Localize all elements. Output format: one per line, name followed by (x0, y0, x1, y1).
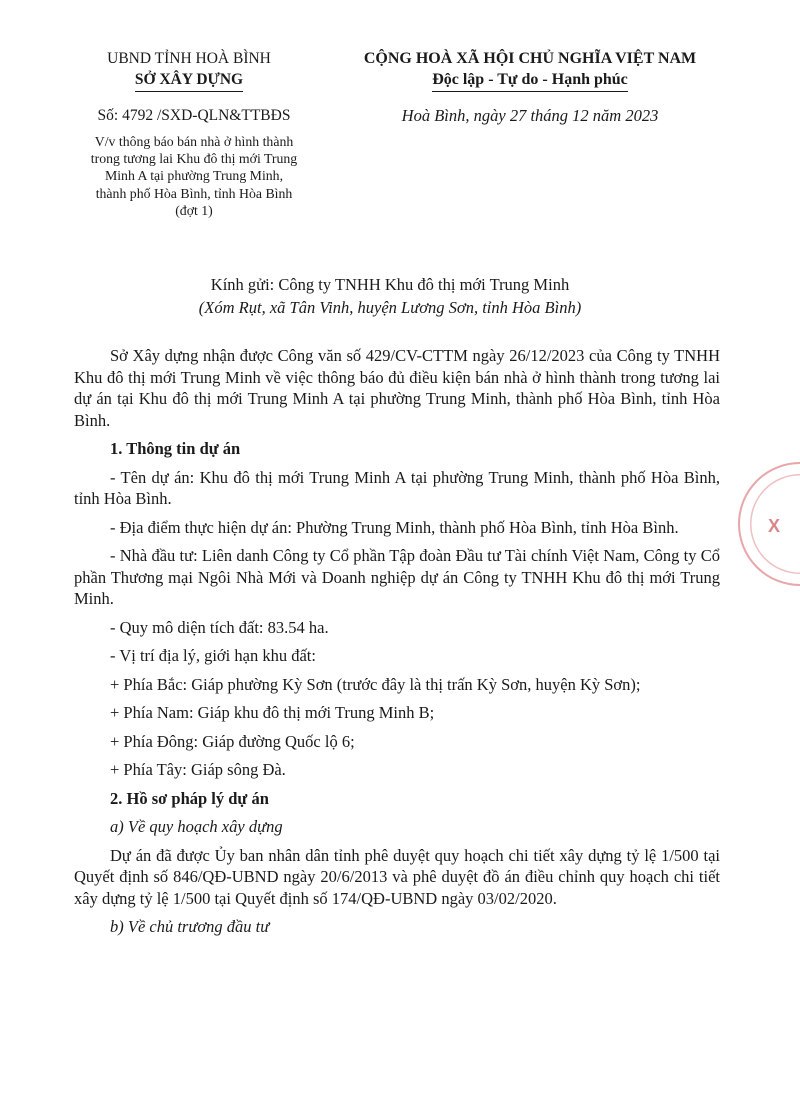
body-paragraph: - Tên dự án: Khu đô thị mới Trung Minh A tại phường Trung Minh, thành phố Hòa Bình, tỉnh Hòa Bình. (74, 467, 720, 508)
body-paragraph: + Phía Tây: Giáp sông Đà. (110, 760, 286, 779)
document-body (74, 345, 720, 945)
nation-title: CỘNG HOÀ XÃ HỘI CHỦ NGHĨA VIỆT NAM (363, 50, 697, 67)
stamp-mark: X (768, 516, 781, 536)
subject-line: thành phố Hòa Bình, tỉnh Hòa Bình (95, 185, 293, 201)
body-paragraph: - Nhà đầu tư: Liên danh Công ty Cổ phần Tập đoàn Đầu tư Tài chính Việt Nam, Công ty Cổ phần Thương mại Ngôi Nhà Mới và Doanh nghiệp dự án Công ty TNHH Khu đô thị mới Trung Minh. (74, 546, 720, 608)
subject-line: trong tương lai Khu đô thị mới Trung (90, 151, 298, 167)
recipient-line: Kính gửi: Công ty TNHH Khu đô thị mới Trung Minh (210, 275, 570, 294)
red-seal-stamp (738, 462, 800, 586)
subject-line: V/v thông báo bán nhà ở hình thành (94, 134, 294, 149)
body-paragraph: + Phía Bắc: Giáp phường Kỳ Sơn (trước đây là thị trấn Kỳ Sơn, huyện Kỳ Sơn); (110, 674, 641, 694)
recipient-address: (Xóm Rụt, xã Tân Vinh, huyện Lương Sơn, tỉnh Hòa Bình) (198, 298, 582, 317)
document-subject (64, 133, 324, 219)
body-paragraph: Sở Xây dựng nhận được Công văn số 429/CV-CTTM ngày 26/12/2023 của Công ty TNHH Khu đô thị mới Trung Minh về việc thông báo đủ điều kiện bán nhà ở hình thành trong tương lai dự án tại Khu đô thị mới Trung Minh A tại phường Trung Minh, thành phố Hòa Bình, tỉnh Hòa Bình. (74, 346, 720, 430)
body-paragraph: Dự án đã được Ủy ban nhân dân tỉnh phê duyệt quy hoạch chi tiết xây dựng tỷ lệ 1/500 tại Quyết định số 846/QĐ-UBND ngày 20/6/2013 và phê duyệt đồ án điều chỉnh quy hoạch chi tiết xây dựng tỷ lệ 1/500 tại Quyết định số 174/QĐ-UBND ngày 03/02/2020. (74, 845, 720, 908)
subject-line: (đợt 1) (175, 202, 213, 218)
document-date: Hoà Bình, ngày 27 tháng 12 năm 2023 (401, 106, 659, 125)
subject-line: Minh A tại phường Trung Minh, (104, 168, 284, 184)
body-paragraph: + Phía Đông: Giáp đường Quốc lộ 6; (110, 731, 355, 751)
subsection-heading: a) Về quy hoạch xây dựng (110, 817, 283, 836)
body-paragraph: - Vị trí địa lý, giới hạn khu đất: (110, 646, 316, 665)
issuing-agency: SỞ XÂY DỰNG (135, 69, 243, 92)
national-motto: Độc lập - Tự do - Hạnh phúc (432, 69, 628, 92)
section-heading: 1. Thông tin dự án (110, 439, 241, 458)
recipient-block (150, 273, 630, 319)
section-heading: 2. Hồ sơ pháp lý dự án (110, 788, 269, 808)
parent-agency: UBND TỈNH HOÀ BÌNH (107, 50, 271, 67)
body-paragraph: + Phía Nam: Giáp khu đô thị mới Trung Minh B; (110, 703, 435, 722)
document-number: Số: 4792 /SXD-QLN&TTBĐS (97, 107, 291, 124)
subsection-heading: b) Về chủ trương đầu tư (110, 917, 270, 936)
national-heading-block (320, 48, 740, 92)
body-paragraph: - Địa điểm thực hiện dự án: Phường Trung Minh, thành phố Hòa Bình, tỉnh Hòa Bình. (110, 517, 679, 537)
body-paragraph: - Quy mô diện tích đất: 83.54 ha. (110, 617, 329, 637)
issuing-agency-block (64, 48, 314, 92)
